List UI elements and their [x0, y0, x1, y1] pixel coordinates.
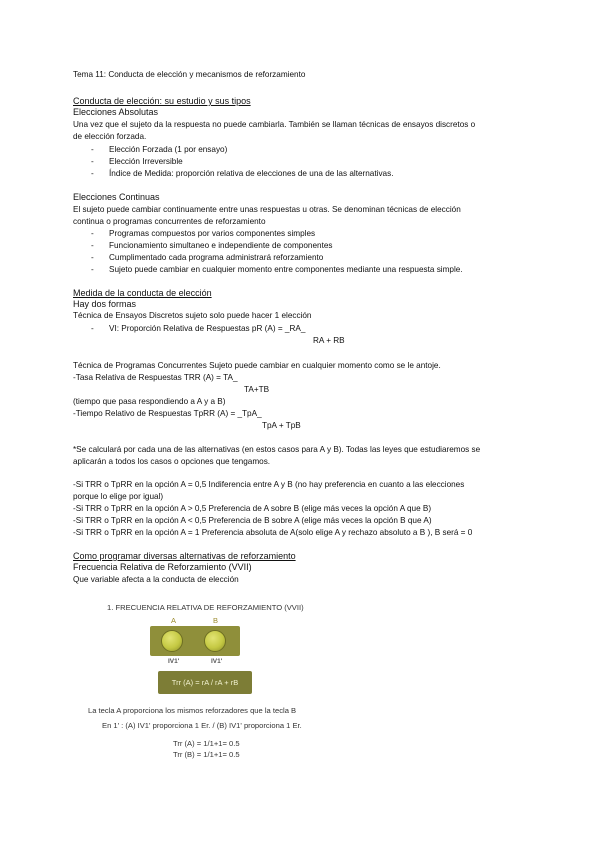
list-item: Sujeto puede cambiar en cualquier momento entre componentes mediante una respuesta simple. [109, 265, 463, 274]
paragraph-line: Frecuencia Relativa de Reforzamiento (VVII) [73, 562, 252, 572]
list-item: Funcionamiento simultaneo e independiente de componentes [109, 241, 333, 250]
key-label-b: B [213, 616, 219, 625]
subheading-absolutas: Elecciones Absolutas [73, 107, 159, 117]
bullet-dash: - [91, 265, 94, 274]
note-line: *Se calculará por cada una de las alternativas (en estos casos para A y B). Todas las leyes que estudiaremos se [73, 445, 481, 454]
case-line: porque lo elige por igual) [73, 492, 164, 501]
section-heading-programar: Como programar diversas alternativas de reforzamiento [73, 551, 296, 561]
figure-frecuencia-relativa [88, 600, 335, 770]
figure-caption: La tecla A proporciona los mismos reforzadores que la tecla B [88, 706, 297, 715]
schedule-label-a: IV1' [168, 658, 180, 665]
paragraph-line: Hay dos formas [73, 299, 137, 309]
key-label-a: A [171, 616, 177, 625]
case-line: -Si TRR o TpRR en la opción A = 0,5 Indiferencia entre A y B (no hay preferencia en cuanto a las elecciones [73, 480, 465, 489]
case-line: -Si TRR o TpRR en la opción A < 0,5 Preferencia de B sobre A (elige más veces la opción B que A) [73, 516, 432, 525]
bullet-dash: - [91, 157, 94, 166]
key-b-icon [204, 630, 226, 652]
formula-denominator: RA + RB [313, 336, 345, 345]
paragraph-line: continua o programas concurrentes de reforzamiento [73, 217, 266, 226]
bullet-dash: - [91, 145, 94, 154]
figure-example: En 1' : (A) IV1' proporciona 1 Er. / (B) IV1' proporciona 1 Er. [102, 721, 302, 730]
formula-tprr: -Tiempo Relativo de Respuestas TpRR (A) = _TpA_ [73, 409, 262, 418]
section-heading-medida: Medida de la conducta de elección [73, 288, 212, 298]
list-item: Programas compuestos por varios componentes simples [109, 229, 316, 238]
figure-title: 1. FRECUENCIA RELATIVA DE REFORZAMIENTO (VVII) [107, 603, 304, 612]
formula-pr: VI: Proporción Relativa de Respuestas pR (A) = _RA_ [109, 324, 306, 333]
case-line: -Si TRR o TpRR en la opción A > 0,5 Preferencia de A sobre B (elige más veces la opción A que B) [73, 504, 432, 513]
list-item: Cumplimentado cada programa administrará reforzamiento [109, 253, 324, 262]
formula-denominator: TpA + TpB [262, 421, 301, 430]
bullet-dash: - [91, 241, 94, 250]
paragraph-line: Que variable afecta a la conducta de elección [73, 575, 239, 584]
figure-calc-a: Trr (A) = 1/1+1= 0.5 [173, 739, 240, 748]
formula-box: Trr (A) = rA / rA + rB [158, 671, 252, 694]
paragraph-line: (tiempo que pasa respondiendo a A y a B) [73, 397, 226, 406]
paragraph-line: Técnica de Ensayos Discretos sujeto solo puede hacer 1 elección [73, 311, 312, 320]
bullet-dash: - [91, 169, 94, 178]
section-heading-conducta: Conducta de elección: su estudio y sus tipos [73, 96, 251, 106]
figure-calc-b: Trr (B) = 1/1+1= 0.5 [173, 750, 240, 759]
document-title: Tema 11: Conducta de elección y mecanismos de reforzamiento [73, 70, 306, 79]
bullet-dash: - [91, 324, 94, 333]
case-line: -Si TRR o TpRR en la opción A = 1 Preferencia absoluta de A(solo elige A y rechazo absoluto a B ), B será = 0 [73, 528, 473, 537]
list-item: Elección Irreversible [109, 157, 183, 166]
formula-trr: -Tasa Relativa de Respuestas TRR (A) = TA_ [73, 373, 238, 382]
formula-denominator: TA+TB [244, 385, 270, 394]
bullet-dash: - [91, 229, 94, 238]
subheading-continuas: Elecciones Continuas [73, 192, 160, 202]
key-a-icon [161, 630, 183, 652]
paragraph-line: Una vez que el sujeto da la respuesta no puede cambiarla. También se llaman técnicas de ensayos discretos o [73, 120, 476, 129]
list-item: Índice de Medida: proporción relativa de elecciones de una de las alternativas. [109, 169, 394, 178]
paragraph-line: de elección forzada. [73, 132, 147, 141]
response-panel [150, 626, 240, 656]
bullet-dash: - [91, 253, 94, 262]
list-item: Elección Forzada (1 por ensayo) [109, 145, 228, 154]
paragraph-line: Técnica de Programas Concurrentes Sujeto puede cambiar en cualquier momento como se le antoje. [73, 361, 441, 370]
schedule-label-b: IV1' [211, 658, 223, 665]
paragraph-line: El sujeto puede cambiar continuamente entre unas respuestas u otras. Se denominan técnicas de elección [73, 205, 461, 214]
note-line: aplicarán a todos los casos o opciones que tengamos. [73, 457, 271, 466]
